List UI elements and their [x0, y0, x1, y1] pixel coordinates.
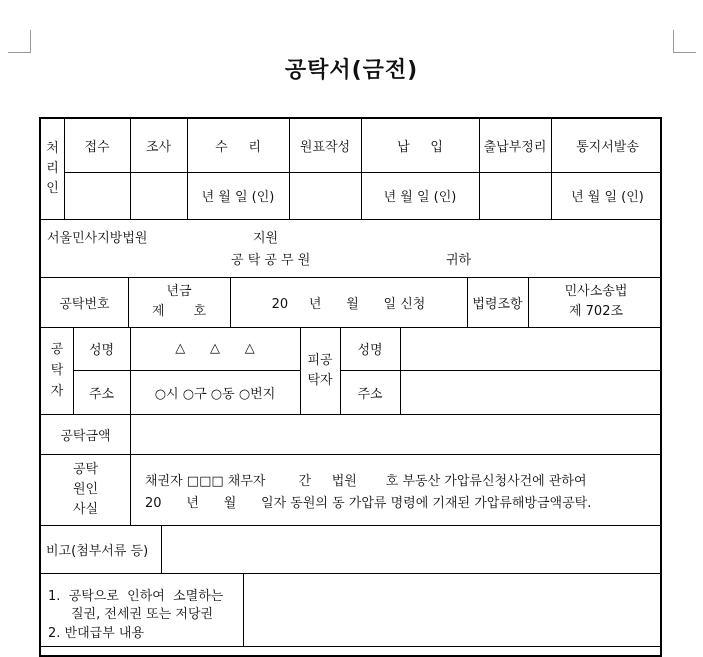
deposit-year-line: 년금	[166, 284, 192, 299]
depositor-name-value: △ △ △	[175, 341, 255, 356]
deposit-number-field	[128, 277, 230, 327]
amount-label: 공탁금액	[60, 428, 111, 444]
cause-label-line: 원인	[72, 481, 99, 497]
header-ledger-creation: 원표작성	[299, 140, 351, 155]
deposit-number-label: 공탁번호	[59, 296, 110, 312]
notes-item-2: 2. 반대급부 내용	[48, 626, 145, 641]
crop-mark-top-right	[673, 30, 696, 53]
header-receipt: 접수	[84, 140, 110, 155]
cause-label-line: 사실	[72, 501, 99, 517]
header-notice-dispatch: 통지서발송	[576, 140, 639, 155]
court-branch: 지원	[253, 231, 279, 246]
remarks-label: 비고(첨부서류 등)	[46, 543, 149, 559]
depositor-name-label: 성명	[88, 343, 115, 358]
processing-label-char: 리	[46, 161, 59, 176]
depositee-label	[300, 327, 340, 414]
depositee-label-line: 피공	[307, 352, 333, 368]
depositee-label-line: 탁자	[307, 372, 333, 388]
header-acceptance: 수 리	[215, 140, 261, 155]
rule-v	[243, 573, 244, 646]
payment-date-stamp: 년 월 일 (인)	[383, 190, 457, 205]
processing-label	[41, 119, 64, 219]
cause-label	[41, 454, 130, 525]
acceptance-date-stamp: 년 월 일 (인)	[201, 190, 275, 205]
law-clause-value	[528, 277, 662, 327]
depositor-label-char: 공	[50, 342, 64, 357]
rule-h	[41, 414, 662, 415]
notice-date-stamp: 년 월 일 (인)	[571, 190, 644, 205]
header-investigation: 조사	[145, 140, 172, 155]
notes-item-1-line-2: 질권, 전세권 또는 저당권	[71, 607, 214, 622]
depositor-label-char: 자	[50, 384, 64, 399]
law-clause-label: 법령조항	[472, 296, 523, 312]
rule-h	[41, 573, 662, 574]
processing-label-char: 인	[46, 181, 59, 196]
depositee-address-label: 주소	[357, 386, 383, 402]
rule-h	[41, 454, 662, 455]
depositee-name-label: 성명	[357, 343, 383, 358]
header-cashbook: 출납부정리	[483, 140, 547, 155]
depositor-label-char: 탁	[50, 363, 64, 378]
court-officer: 공 탁 공 무 원	[231, 253, 311, 268]
depositor-address-label: 주소	[88, 386, 115, 402]
crop-mark-top-left	[8, 30, 31, 53]
law-line-2: 제 702조	[568, 304, 624, 319]
rule-v	[130, 414, 131, 525]
deposit-form	[39, 117, 662, 657]
deposit-no-line: 제 호	[151, 304, 207, 319]
depositor-address-value: ○시 ○구 ○동 ○번지	[154, 386, 276, 402]
court-name: 서울민사지방법원	[47, 231, 148, 246]
court-suffix: 귀하	[446, 253, 472, 268]
notes-item-1-line-1: 1. 공탁으로 인하여 소멸하는	[48, 589, 224, 604]
processing-label-char: 처	[46, 141, 59, 156]
cause-label-line: 공탁	[72, 461, 99, 477]
depositor-label	[41, 327, 73, 414]
rule-h	[41, 646, 662, 647]
rule-h	[41, 219, 662, 220]
cause-text-line-1: 채권자 □□□ 채무자 간 법원 호 부동산 가압류신청사건에 관하여	[145, 474, 587, 489]
law-line-1: 민사소송법	[564, 284, 628, 299]
cause-text-line-2: 20 년 월 일자 동원의 동 가압류 명령에 기재된 가압류해방금액공탁.	[145, 496, 592, 511]
rule-v	[161, 525, 162, 573]
request-date: 20 년 월 일 신청	[271, 296, 426, 312]
rule-v	[400, 327, 401, 414]
page-title: 공탁서(금전)	[284, 58, 419, 83]
header-payment: 납 입	[397, 140, 443, 155]
